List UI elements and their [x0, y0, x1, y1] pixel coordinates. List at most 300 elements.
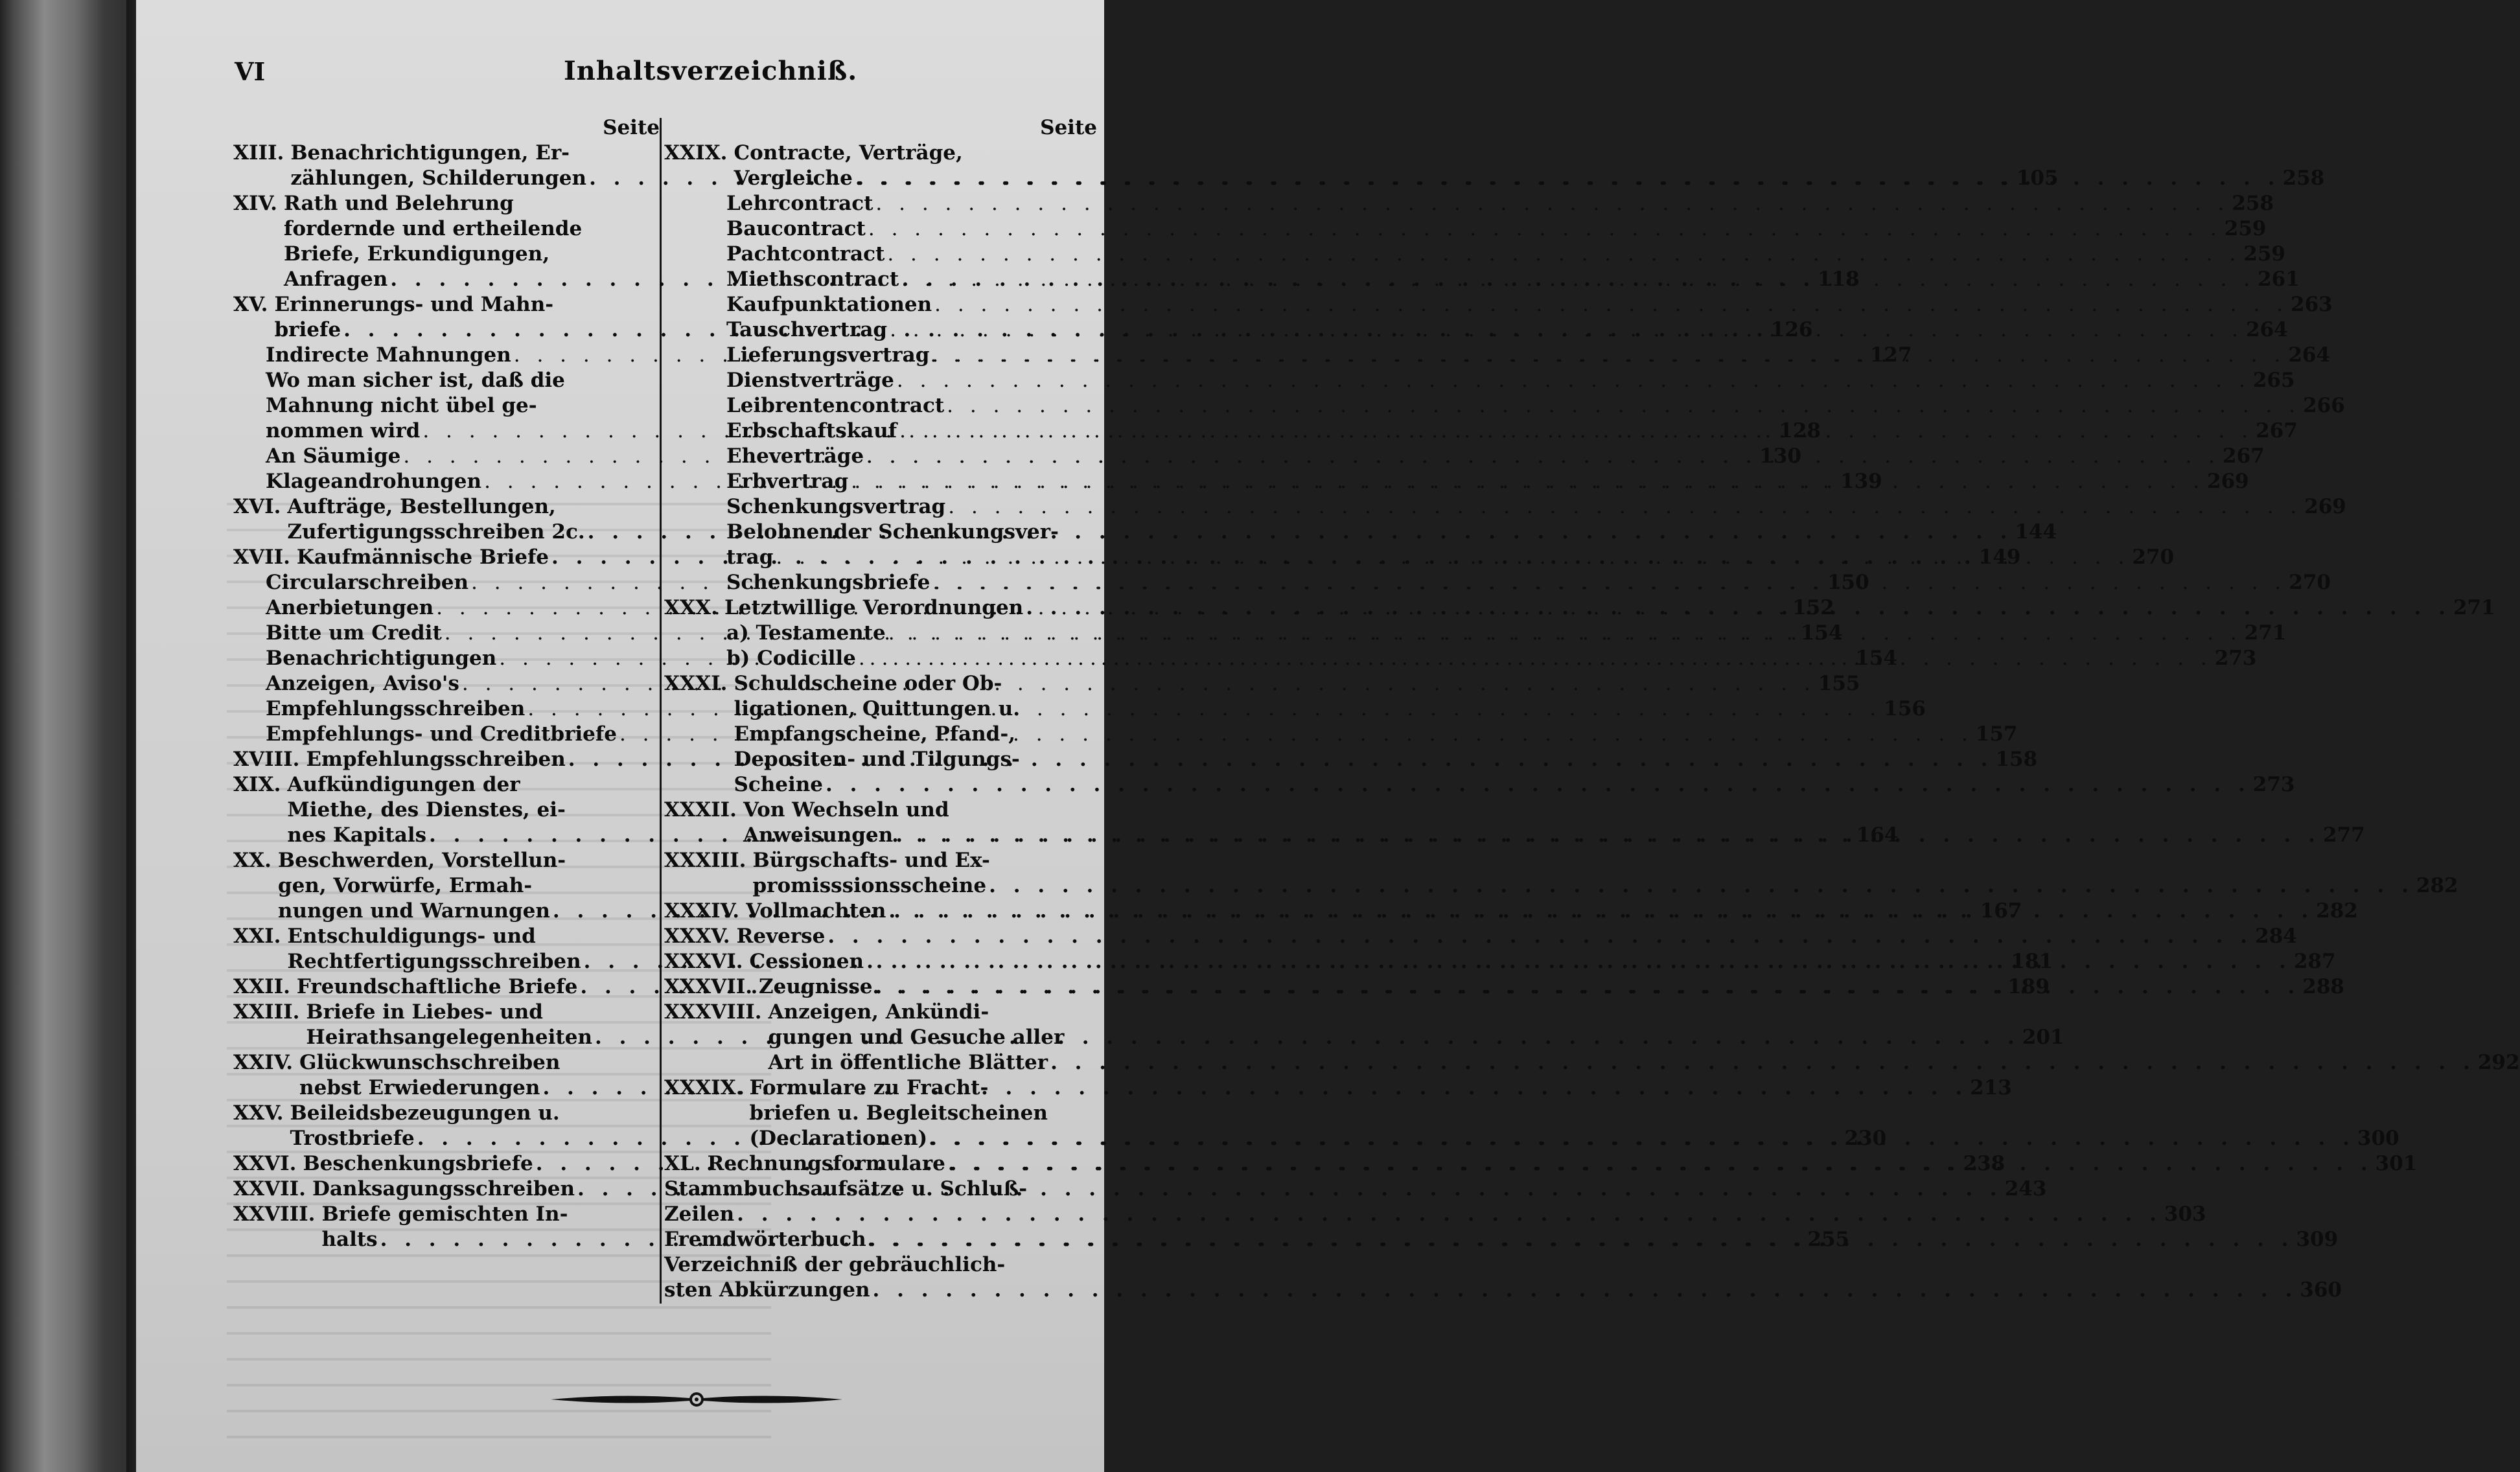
toc-numeral: XXI.	[233, 925, 281, 948]
toc-page-number: 139	[1840, 470, 1882, 493]
toc-numeral: XXXVI.	[664, 950, 743, 973]
seite-label-left: Seite	[603, 116, 660, 139]
toc-title	[746, 899, 2358, 924]
toc-page-number: 266	[2303, 394, 2345, 417]
toc-title-text: Zufertigungsschreiben 2c.	[287, 520, 585, 544]
toc-title-text: Rechnungsformulare	[707, 1152, 945, 1175]
toc-title-text: Entschuldigungs- und	[287, 925, 536, 948]
toc-page-number: 269	[2207, 470, 2249, 493]
toc-title-text: Benachrichtigungen	[266, 647, 497, 670]
toc-title-text: Stammbuchsaufsätze u. Schluß-	[664, 1177, 1028, 1201]
toc-title-line	[726, 469, 2249, 494]
toc-page-number: 267	[2223, 444, 2265, 468]
toc-title-text: Glückwunschschreiben	[299, 1051, 561, 1074]
toc-subentry	[664, 292, 2333, 317]
toc-page-number: 284	[2255, 925, 2297, 948]
toc-subentry	[664, 216, 2267, 242]
toc-numeral: XXXIII.	[664, 849, 746, 872]
toc-title-text: Vergleiche	[734, 167, 853, 190]
toc-title-text: Tauschvertrag	[726, 318, 888, 341]
toc-title	[726, 292, 2333, 317]
toc-title-text: gungen und Gesuche aller	[768, 1026, 1065, 1049]
toc-title	[726, 317, 2288, 343]
toc-title	[726, 520, 2174, 570]
toc-title-text: Belohnender Schenkungsver-	[726, 520, 1059, 544]
toc-title-text: Contracte, Verträge,	[734, 141, 963, 165]
toc-title-line	[769, 1000, 2520, 1025]
toc-title-line	[726, 494, 2346, 520]
toc-title-text: Eheverträge	[726, 444, 864, 468]
toc-title	[726, 343, 2330, 368]
toc-title-text: Empfehlungs- und Creditbriefe	[266, 722, 617, 746]
toc-title	[724, 595, 2495, 621]
toc-page-number: 270	[2132, 546, 2175, 569]
toc-page-number: 255	[1807, 1228, 1850, 1251]
toc-title-text: Erinnerungs- und Mahn-	[274, 293, 554, 316]
toc-title-text: Lehrcontract	[726, 192, 873, 215]
toc-title	[726, 393, 2345, 419]
toc-numeral: XXXVIII.	[664, 1000, 762, 1024]
toc-title	[726, 368, 2295, 393]
toc-numeral: XXXIV.	[664, 899, 740, 923]
toc-title-text: Miethscontract	[726, 268, 899, 291]
toc-title-line	[750, 949, 2336, 974]
dot-leader	[859, 646, 2212, 671]
toc-title-line	[734, 141, 2324, 166]
toc-page-number: 149	[1978, 546, 2021, 569]
dot-leader	[901, 267, 2255, 292]
toc-title-line	[726, 419, 2298, 444]
toc-page-number: 271	[2453, 596, 2495, 619]
toc-page-number: 264	[2288, 343, 2331, 367]
toc-page-number: 154	[1800, 621, 1843, 645]
toc-page-number: 303	[2164, 1202, 2206, 1226]
toc-page-number: 282	[2416, 874, 2458, 897]
dot-leader	[875, 191, 2229, 216]
toc-page-number: 360	[2300, 1278, 2342, 1302]
toc-title-text: Freundschaftliche Briefe	[296, 975, 578, 998]
toc-title-text: Baucontract	[726, 217, 866, 240]
toc-title-text: Trostbriefe	[290, 1127, 415, 1150]
toc-title-line	[769, 1025, 2520, 1050]
toc-page-number: 105	[2016, 167, 2059, 190]
dot-leader	[866, 444, 2220, 469]
toc-title-line	[726, 368, 2295, 393]
toc-page-number: 267	[2256, 419, 2298, 443]
dot-leader	[875, 974, 2300, 1000]
toc-title-text: Beschenkungsbriefe	[303, 1152, 533, 1175]
toc-page-number: 118	[1818, 268, 1860, 291]
toc-numeral: XIX.	[233, 773, 281, 796]
toc-title-line	[759, 974, 2344, 1000]
toc-title-line	[750, 1101, 2399, 1126]
toc-title-line	[726, 393, 2345, 419]
toc-title-line	[734, 722, 2295, 747]
toc-title-text: Scheine	[734, 773, 824, 796]
toc-numeral: XV.	[233, 293, 268, 316]
toc-page-number: 127	[1869, 343, 1912, 367]
toc-title	[726, 216, 2267, 242]
toc-title-line	[734, 772, 2295, 798]
toc-title-text: Zeilen	[664, 1202, 735, 1226]
toc-page-number: 164	[1856, 823, 1899, 847]
toc-title-text: Anerbietungen	[266, 596, 434, 619]
toc-title-text: Rath und Belehrung	[283, 192, 514, 215]
toc-title-text: nes Kapitals	[287, 823, 427, 847]
toc-title	[734, 671, 2295, 798]
toc-page-number: 230	[1844, 1127, 1887, 1150]
toc-title	[743, 798, 2365, 848]
toc-numeral: XIII.	[233, 141, 284, 165]
toc-title-text: Cessionen	[749, 950, 864, 973]
toc-subentry	[664, 191, 2274, 216]
toc-title-line	[746, 899, 2358, 924]
toc-numeral: XXXII.	[664, 798, 737, 822]
toc-title-text: briefen u. Begleitscheinen	[749, 1101, 1048, 1125]
toc-title-text: sten Abkürzungen	[664, 1278, 870, 1302]
dot-leader	[737, 1202, 2162, 1227]
toc-numeral: XXX.	[664, 596, 718, 619]
toc-page-number: 154	[1855, 647, 1897, 670]
toc-title-text: briefe	[274, 318, 341, 341]
toc-title-text: Fremdwörterbuch	[664, 1228, 866, 1251]
toc-title-text: Briefe, Erkundigungen,	[283, 242, 550, 266]
toc-title	[737, 924, 2297, 949]
toc-title	[726, 191, 2274, 216]
toc-title-line	[664, 1177, 2206, 1202]
toc-title-line	[664, 1202, 2206, 1227]
toc-title-line	[750, 1075, 2399, 1101]
toc-title-text: Bitte um Credit	[266, 621, 442, 645]
toc-page-number: 270	[2289, 571, 2331, 594]
toc-title-line	[750, 1126, 2399, 1151]
toc-title-text: Reverse	[736, 925, 826, 948]
toc-page-number: 300	[2357, 1127, 2399, 1150]
toc-title-text: Briefe gemischten In-	[321, 1202, 568, 1226]
toc-page-number: 167	[1980, 899, 2022, 923]
toc-page-number: 273	[2252, 773, 2295, 796]
toc-title-text: halts	[321, 1228, 378, 1251]
toc-title-text: Bürgschafts- und Ex-	[752, 849, 990, 872]
toc-page-number: 130	[1759, 444, 1802, 468]
toc-page-number: 288	[2302, 975, 2344, 998]
toc-title-line	[734, 166, 2324, 191]
toc-entry	[664, 848, 2458, 899]
dot-leader	[948, 494, 2302, 520]
toc-title	[750, 949, 2336, 974]
toc-title-text: Pachtcontract	[726, 242, 885, 266]
toc-entry	[664, 1252, 2342, 1303]
toc-title-line	[726, 646, 2257, 671]
toc-title-line	[726, 317, 2288, 343]
toc-title-line	[734, 747, 2295, 772]
toc-title	[664, 1227, 2338, 1252]
toc-title-text: trag	[726, 546, 774, 569]
toc-page-number: 144	[2015, 520, 2057, 544]
toc-subentry	[664, 242, 2285, 267]
toc-title-text: Indirecte Mahnungen	[266, 343, 511, 367]
toc-title-line	[743, 798, 2365, 823]
toc-title-text: fordernde und ertheilende	[283, 217, 583, 240]
toc-title	[726, 419, 2298, 444]
toc-title-text: Lieferungsvertrag	[726, 343, 930, 367]
toc-page-number: 156	[1884, 697, 1926, 720]
toc-title-line	[708, 1151, 2418, 1177]
toc-title-text: Rechtfertigungsschreiben	[287, 950, 581, 973]
toc-title-line	[664, 1278, 2342, 1303]
toc-page-number: 259	[2243, 242, 2285, 266]
toc-title-text: Benachrichtigungen, Er-	[290, 141, 570, 165]
toc-title-text: Schenkungsvertrag	[726, 495, 946, 518]
toc-page-number: 273	[2214, 647, 2257, 670]
toc-subentry	[664, 368, 2295, 393]
toc-title-line	[726, 444, 2265, 469]
toc-title-text: zählungen, Schilderungen	[290, 167, 587, 190]
toc-title-text: Empfehlungsschreiben	[266, 697, 526, 720]
toc-title-text: Zeugnisse	[759, 975, 873, 998]
dot-leader	[855, 166, 2280, 191]
toc-numeral: XXVIII.	[233, 1202, 316, 1226]
toc-title-line	[726, 343, 2330, 368]
toc-title-text: Klageandrohungen	[266, 470, 482, 493]
toc-numeral: XXIII.	[233, 1000, 300, 1024]
toc-title	[759, 974, 2344, 1000]
dot-leader	[869, 1227, 2294, 1252]
toc-numeral: XXXV.	[664, 925, 730, 948]
toc-title-line	[724, 595, 2495, 621]
toc-page-number: 152	[1792, 596, 1834, 619]
toc-title-text: Kaufmännische Briefe	[296, 546, 549, 569]
toc-title-text: Aufkündigungen der	[287, 773, 520, 796]
toc-page-number: 258	[2232, 192, 2274, 215]
dot-leader	[890, 317, 2243, 343]
dot-leader	[930, 1126, 2355, 1151]
dot-leader	[932, 570, 2286, 595]
toc-title-text: Circularschreiben	[266, 571, 469, 594]
toc-title-text: Empfangscheine, Pfand-,	[734, 722, 1016, 746]
toc-title-text: Depositen- und Tilgungs-	[734, 748, 1020, 771]
toc-title	[726, 621, 2286, 646]
toc-page-number: 181	[2011, 950, 2053, 973]
toc-page-number: 309	[2296, 1228, 2339, 1251]
toc-title-line	[726, 520, 2174, 545]
toc-numeral: XVI.	[233, 495, 281, 518]
toc-numeral: XVII.	[233, 546, 290, 569]
toc-page-number: 264	[2246, 318, 2288, 341]
toc-title	[726, 494, 2346, 520]
toc-page-number: 126	[1770, 318, 1813, 341]
dot-leader	[948, 1151, 2373, 1177]
toc-title-text: nebst Erwiederungen	[299, 1076, 540, 1099]
toc-title-line	[726, 545, 2174, 570]
dot-leader	[888, 621, 2242, 646]
toc-page-number: 269	[2304, 495, 2346, 518]
dot-leader	[1026, 595, 2451, 621]
toc-title-line	[726, 292, 2333, 317]
toc-title-text: Dienstverträge	[726, 369, 894, 392]
dot-leader	[897, 368, 2250, 393]
toc-title-line	[664, 1252, 2342, 1278]
toc-page-number: 189	[2007, 975, 2050, 998]
toc-title	[734, 141, 2324, 191]
toc-title	[726, 444, 2265, 469]
toc-title	[769, 1000, 2520, 1075]
toc-page-number: 157	[1975, 722, 2018, 746]
toc-title-text: Leibrentencontract	[726, 394, 945, 417]
toc-title-text: Anzeigen, Ankündi-	[768, 1000, 989, 1024]
toc-subentry	[664, 494, 2346, 520]
toc-title-text: Briefe in Liebes- und	[306, 1000, 543, 1024]
dot-leader	[826, 772, 2250, 798]
toc-title-text: Vollmachten	[746, 899, 886, 923]
dot-leader	[888, 899, 2313, 924]
toc-title-text: Art in öffentliche Blätter	[768, 1051, 1048, 1074]
toc-title-text: gen, Vorwürfe, Ermah-	[277, 874, 533, 897]
dot-leader	[887, 242, 2241, 267]
page-folio: VI	[235, 57, 266, 86]
toc-page-number: 292	[2477, 1051, 2520, 1074]
toc-title-text: Wo man sicher ist, daß die	[266, 369, 565, 392]
toc-title-text: Schenkungsbriefe	[726, 571, 931, 594]
ornament-rule-icon	[544, 1386, 849, 1412]
toc-title-line	[769, 1050, 2520, 1075]
dot-leader	[866, 949, 2291, 974]
toc-page-number: 201	[2022, 1026, 2064, 1049]
dot-leader	[934, 292, 2288, 317]
toc-title-text: Beschwerden, Vorstellun-	[277, 849, 566, 872]
toc-numeral: XXXIX.	[664, 1076, 743, 1099]
toc-title-text: Schuldscheine oder Ob-	[734, 672, 1002, 695]
toc-title	[664, 1177, 2206, 1227]
toc-page-number: 259	[2224, 217, 2267, 240]
toc-title	[708, 1151, 2418, 1177]
toc-title	[726, 646, 2257, 671]
toc-page-number: 261	[2258, 268, 2300, 291]
dot-leader	[932, 343, 2285, 368]
toc-page-number: 265	[2252, 369, 2295, 392]
toc-numeral: XXXI.	[664, 672, 728, 695]
toc-title-text: Anweisungen	[743, 823, 894, 847]
toc-title-text: An Säumige	[266, 444, 401, 468]
dot-leader	[827, 924, 2252, 949]
toc-title-line	[743, 823, 2365, 848]
toc-title-line	[726, 242, 2285, 267]
toc-page-number: 258	[2282, 167, 2325, 190]
toc-title-text: Empfehlungsschreiben	[306, 748, 566, 771]
toc-page-number: 271	[2244, 621, 2287, 645]
toc-numeral: XXV.	[233, 1101, 284, 1125]
book-page	[136, 0, 2520, 1472]
toc-page-number: 287	[2293, 950, 2336, 973]
toc-title-line	[726, 267, 2300, 292]
dot-leader	[947, 393, 2300, 419]
toc-title-text: b) Codicille	[726, 647, 856, 670]
toc-page-number: 238	[1963, 1152, 2006, 1175]
toc-page-number: 150	[1827, 571, 1869, 594]
toc-title-text: Aufträge, Bestellungen,	[287, 495, 556, 518]
toc-title-text: Formulare zu Fracht-	[749, 1076, 989, 1099]
toc-page-number: 155	[1818, 672, 1860, 695]
dot-leader	[873, 1278, 2298, 1303]
toc-title	[752, 848, 2458, 899]
toc-page-number: 301	[2375, 1152, 2418, 1175]
toc-title-text: nungen und Warnungen	[277, 899, 550, 923]
toc-numeral: XVIII.	[233, 748, 300, 771]
toc-numeral: XL.	[664, 1152, 701, 1175]
seite-label-right: Seite	[1040, 116, 1097, 139]
toc-title-text: promisssionsscheine	[752, 874, 987, 897]
toc-title-text: Heirathsangelegenheiten	[306, 1026, 593, 1049]
toc-title-text: a) Testamente	[726, 621, 886, 645]
toc-numeral: XX.	[233, 849, 272, 872]
dot-leader	[989, 873, 2414, 899]
toc-title-line	[726, 216, 2267, 242]
toc-title-text: Kaufpunktationen	[726, 293, 932, 316]
toc-title	[664, 1252, 2342, 1303]
toc-title-text: Verzeichniß der gebräuchlich-	[664, 1253, 1006, 1276]
toc-page-number: 158	[1995, 748, 2038, 771]
toc-title	[726, 469, 2249, 494]
dot-leader	[899, 419, 2253, 444]
toc-subentry	[664, 393, 2345, 419]
dot-leader	[851, 469, 2204, 494]
toc-title-text: Erbschaftskauf	[726, 419, 897, 443]
toc-title-text: Beileidsbezeugungen u.	[290, 1101, 560, 1125]
toc-title-line	[734, 671, 2295, 696]
toc-numeral: XXXVII.	[664, 975, 753, 998]
toc-title-line	[734, 696, 2295, 722]
toc-numeral: XXII.	[233, 975, 290, 998]
toc-title-text: Danksagungsschreiben	[312, 1177, 575, 1201]
toc-title-line	[726, 621, 2286, 646]
toc-title-text: (Declarationen)	[749, 1127, 928, 1150]
toc-title-text: Letztwillige Verordnungen	[724, 596, 1024, 619]
toc-title-text: ligationen, Quittungen u.	[734, 697, 1021, 720]
toc-entry	[664, 924, 2297, 949]
toc-title	[726, 267, 2300, 292]
toc-numeral: XIV.	[233, 192, 277, 215]
toc-title-text: Mahnung nicht übel ge-	[266, 394, 537, 417]
toc-title-text: Anfragen	[283, 268, 388, 291]
toc-title-line	[752, 848, 2458, 873]
toc-title-line	[752, 873, 2458, 899]
page-heading: Inhaltsverzeichniß.	[564, 56, 858, 86]
toc-page-number: 243	[2004, 1177, 2047, 1201]
toc-title-line	[737, 924, 2297, 949]
toc-numeral: XXVI.	[233, 1152, 297, 1175]
toc-page-number: 277	[2322, 823, 2365, 847]
toc-page-number: 263	[2291, 293, 2333, 316]
toc-title-line	[726, 191, 2274, 216]
toc-title-line	[664, 1227, 2338, 1252]
toc-title-text: Erbvertrag	[726, 470, 849, 493]
toc-title-text: nommen wird	[266, 419, 421, 443]
toc-title	[726, 570, 2331, 595]
toc-title	[726, 242, 2285, 267]
toc-title-line	[726, 570, 2331, 595]
toc-numeral: XXIV.	[233, 1051, 294, 1074]
toc-page-number: 128	[1779, 419, 1821, 443]
dot-leader	[868, 216, 2222, 242]
toc-title-text: Miethe, des Dienstes, ei-	[287, 798, 566, 822]
toc-numeral: XXIX.	[664, 141, 728, 165]
toc-title	[750, 1075, 2399, 1151]
dot-leader	[896, 823, 2320, 848]
dot-leader	[776, 545, 2129, 570]
toc-title-text: Anzeigen, Aviso's	[266, 672, 459, 695]
dot-leader	[1050, 1050, 2475, 1075]
toc-page-number: 213	[1970, 1076, 2012, 1099]
